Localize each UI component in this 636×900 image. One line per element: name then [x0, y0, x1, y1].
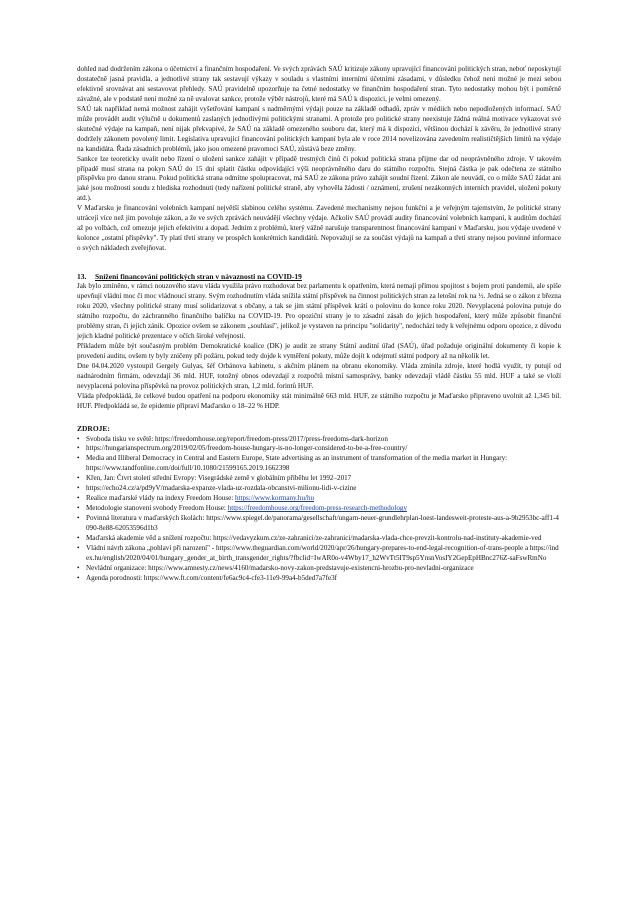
source-text[interactable]: Svoboda tisku ve světě: https://freedomhouse.org/report/freedom-press/2017/press-freedoms-dark-horizon — [86, 434, 388, 443]
section-heading — [77, 272, 561, 282]
bullet-icon: • — [77, 444, 80, 453]
source-item — [77, 484, 561, 494]
source-text[interactable]: Vládní návrh zákona „pohlaví při narození" - https://www.theguardian.com/world/2020/apr/26/hungary-prepares-to-end-legal-recognition-of-trans-people a https://index.hu/english/2020/04/01/hungary_gender_at_birth_transgender_rights/?fbclid=IwAR0o-v4Wby17_h2WvTt5IT9sp5YnsnVosIY2GepEpHBnc276Z-saFswRmNo — [86, 543, 559, 562]
sources-list — [77, 435, 561, 584]
source-text[interactable]: https://hungarianspectrum.org/2019/02/05/freedom-house-hungary-is-no-longer-considered-to-be-a-free-country/ — [86, 444, 408, 453]
bullet-icon: • — [77, 543, 80, 552]
source-item — [77, 435, 561, 445]
source-item — [77, 544, 561, 564]
spacer — [77, 412, 561, 424]
paragraph: SAÚ tak například nemá možnost zahájit vyšetřování kampaní s nadměrnými výdaji pouze na základě odhadů, zpráv v médiích nebo nepodložených informací. SAÚ může provádět audit výlučně u dokumentů zaslaných jednotlivými politickými stranami. A protože pro politické strany neexistuje žádná reálná motivace vykazovat své skutečné výdaje na kampaň, není nijak překvapivé, že SAÚ na základě omezeného souboru dat, který má k dispozici, většinou dochází k závěru, že jednotlivé strany dodržely zákonem povolený limit. Legislativa upravující financování politických kampaní byla ale v roce 2014 novelizována zavedením realističtějších limitů na výdaje na kandidáta. Řada zásadních problémů, jako jsou omezené pravomoci SAÚ, zůstává beze změny. — [77, 104, 561, 153]
bullet-icon: • — [77, 563, 80, 572]
source-item — [77, 534, 561, 544]
paragraph: Vláda předpokládá, že celkové budou opatření na podporu ekonomiky stát minimálně 663 mld. HUF, ze státního rozpočtu je Maďarsko připraveno uvolnit až 1,345 bil. HUF. Předpokládá se, že epidemie připraví Maďarsko o 18–22 % HDP. — [77, 391, 561, 410]
paragraph: Jak bylo zmíněno, v rámci nouzového stavu vláda využila právo rozhodovat bez parlamentu k opatřením, která nemají přímou spojitost s bojem proti pandemii, ale spíše upevňují vládní moc či moc vládnoucí strany. Svým rozhodnutím vláda snížila státní příspěvek na činnost politických stran za letošní rok na ½. Jedná se o zákon z března roku 2020, všechny politické strany musí solidarizovat s občany, a tak se jim státní příspěvek krátí o polovinu do konce roku 2020. Nevyplacená polovina putuje do státního rozpočtu, do záchranného finančního balíčku na COVID-19. Pro opoziční strany je to zásadní zásah do jejich hospodaření, který může způsobit finanční problémy stran, či jejich zánik. Opozice ovšem se zákonem „souhlasí", jelikož je vystaven na principu "solidarity", nedochází tedy k veřejnému odporu opozice, z důvodu jejich kladné politické prezentace v očích široké veřejnosti. — [77, 282, 561, 340]
paragraph: Příkladem může být současným problém Demokratické koalice (DK) je audit ze strany Státní auditní úřad (SAÚ), úřad požaduje originální dokumenty či kopie k provedení auditu, ovšem ty byly zničeny při požáru, pokud tedy dojde k vyměření pokuty, může dojít k odejmutí státní podpory až na několik let. — [77, 341, 561, 360]
source-item — [77, 444, 561, 454]
bullet-icon: • — [77, 504, 80, 513]
section-title: Snížení financování politických stran v návaznosti na COVID-19 — [95, 272, 302, 282]
page-content — [77, 65, 561, 584]
source-item — [77, 564, 561, 574]
paragraph: V Maďarsku je financování volebních kampaní největší slabinou celého systému. Zavedené mechanismy nejsou funkční a je veřejným tajemstvím, že politické strany utrácejí více než jim povoluje zákon, a že ve svých zprávách neuvádějí všechny výdaje. Ačkoliv SAÚ provádí audity financování volebních kampaní, k auditům dochází až po volbách, což omezuje jejich efektivitu a dopad. Jedním z problémů, který vážně narušuje transparentnost financování kampaní v Maďarsku, jsou výdaje uvedené v koloncе „ostatní příspěvky". Ty platí třetí strany ve prospěch konkrétních kandidátů. Nepovažují se za součást výdajů na kampaň a třetí strany nejsou povinné informace o svých nákladech zveřejňovat. — [77, 204, 561, 253]
source-text: Metodologie stanovení svobody Freedom House: — [86, 504, 228, 513]
spacer — [77, 254, 561, 272]
source-link[interactable]: https://www.kormany.hu/hu — [234, 494, 315, 503]
paragraph: dohled nad dodržením zákona o účetnictví a finančním hospodaření. Ve svých zprávách SAÚ kritizuje zákony upravující financování politických stran, neboť neposkytují dostatečně jasná pravidla, a jednotlivé strany tak sestavují výkazy v souladu s vlastními interními účetními zásadami, v důsledku čehož není možné je mezi sebou efektivně srovnávat ani sestavovat přehledy. SAÚ pravidelně upozorňuje na četné nedostatky ve finančním hospodaření stran. Tyto nedostatky mohou být i poměrně závažné, ale v podstatě není možné za ně uvalovat sankce, protože výběr nástrojů, které má SAÚ k dispozici, je velmi omezený. — [77, 65, 561, 103]
sources-heading: ZDROJE: — [77, 423, 110, 433]
source-item — [77, 474, 561, 484]
source-item — [77, 494, 561, 504]
source-text[interactable]: Povinná literatura v maďarských školách: https://www.spiegel.de/panorama/gesellschaft/ungarn-neuer-grundlehrplan-loest-landesweit-proteste-aus-a-9b2953bc-aff1-4090-8e88-62053596d1b3 — [86, 514, 559, 533]
source-text[interactable]: Media and Illiberal Democracy in Central and Eastern Europe, State advertising as an instrument of transformation of the media market in Hungary: https://www.tandfonline.com/doi/full/10.1080/21599165.2019.1662398 — [86, 454, 508, 473]
source-text: Křen, Jan: Čtvrt století střední Evropy: Visegrádské země v globálním příběhu let 1992–2017 — [86, 474, 352, 483]
bullet-icon: • — [77, 474, 80, 483]
bullet-icon: • — [77, 534, 80, 543]
source-link[interactable]: https://freedomhouse.org/freedom-press-research-methodology — [227, 504, 407, 513]
bullet-icon: • — [77, 494, 80, 503]
paragraph: Sankce lze teoreticky uvalit nebo řízení o uložení sankce zahájit v případě trestných činů či pokud politická strana přijme dar od neoprávněného zdroje. V takovém případě musí strana na pokyn SAÚ do 15 dní splatit částku odpovídající výši neoprávněného daru do státního rozpočtu. Stejná částka je pak odečtena ze státního příspěvku pro danou stranu. Pokud politická strana odmítne spolupracovat, má SAÚ ze zákona právo zahájit soudní řízení. Zákon ale neuvádí, co o může SAÚ žádat ani jaké jsou možnosti soudu z hlediska rozhodnutí (tedy nařízení politické straně, aby vyhověla žádosti / oznámení, zrušení nezákonných interních pravidel, uložení pokuty atd.). — [77, 154, 561, 203]
bullet-icon: • — [77, 514, 80, 523]
bullet-icon: • — [77, 434, 80, 443]
source-text[interactable]: Maďarská akademie věd a snížení rozpočtu: https://vedavyzkum.cz/ze-zahranici/ze-zahranici/madarska-vlada-chce-prevzit-kontrolu-nad-instituty-akademie-ved — [86, 534, 542, 543]
source-item — [77, 504, 561, 514]
source-text[interactable]: Agenda porodnosti: https://www.ft.com/content/fe6ac9c4-cfe3-11e9-99a4-b5ded7a7fe3f — [86, 573, 338, 582]
source-item — [77, 514, 561, 534]
bullet-icon: • — [77, 454, 80, 463]
bullet-icon: • — [77, 573, 80, 582]
source-item — [77, 454, 561, 474]
source-text[interactable]: https://echo24.cz/a/pd9yV/madarska-expanze-vlada-uz-rozdala-obcanstvi-milionu-lidi-v-cizine — [86, 484, 357, 493]
source-text[interactable]: Nevládní organizace: https://www.amnesty.cz/news/4160/madarsko-novy-zakon-predstavuje-existencni-hrozbu-pro-nevladni-organizace — [86, 563, 474, 572]
bullet-icon: • — [77, 484, 80, 493]
section-number: 13. — [77, 272, 87, 282]
source-text: Realice maďarské vlády na indexy Freedom House: — [86, 494, 235, 503]
source-item — [77, 574, 561, 584]
paragraph: Dne 04.04.2020 vystoupil Gergely Gulyas, šéf Orbánova kabinetu, s akčním plánem na obranu ekonomiky. Vláda zmínila zdroje, které hodlá využít, ty putují od nadnárodním firmám, odevzdají 36 mld. HUF, totožný obnos odevzdají z rozpočtů místní samosprávy, banky odevzdají vládě částku 55 mld. HUF a také se vloží nevyplacená polovina příspěvků na provoz politických stran, 1,2 mld. forintů HUF. — [77, 361, 561, 390]
